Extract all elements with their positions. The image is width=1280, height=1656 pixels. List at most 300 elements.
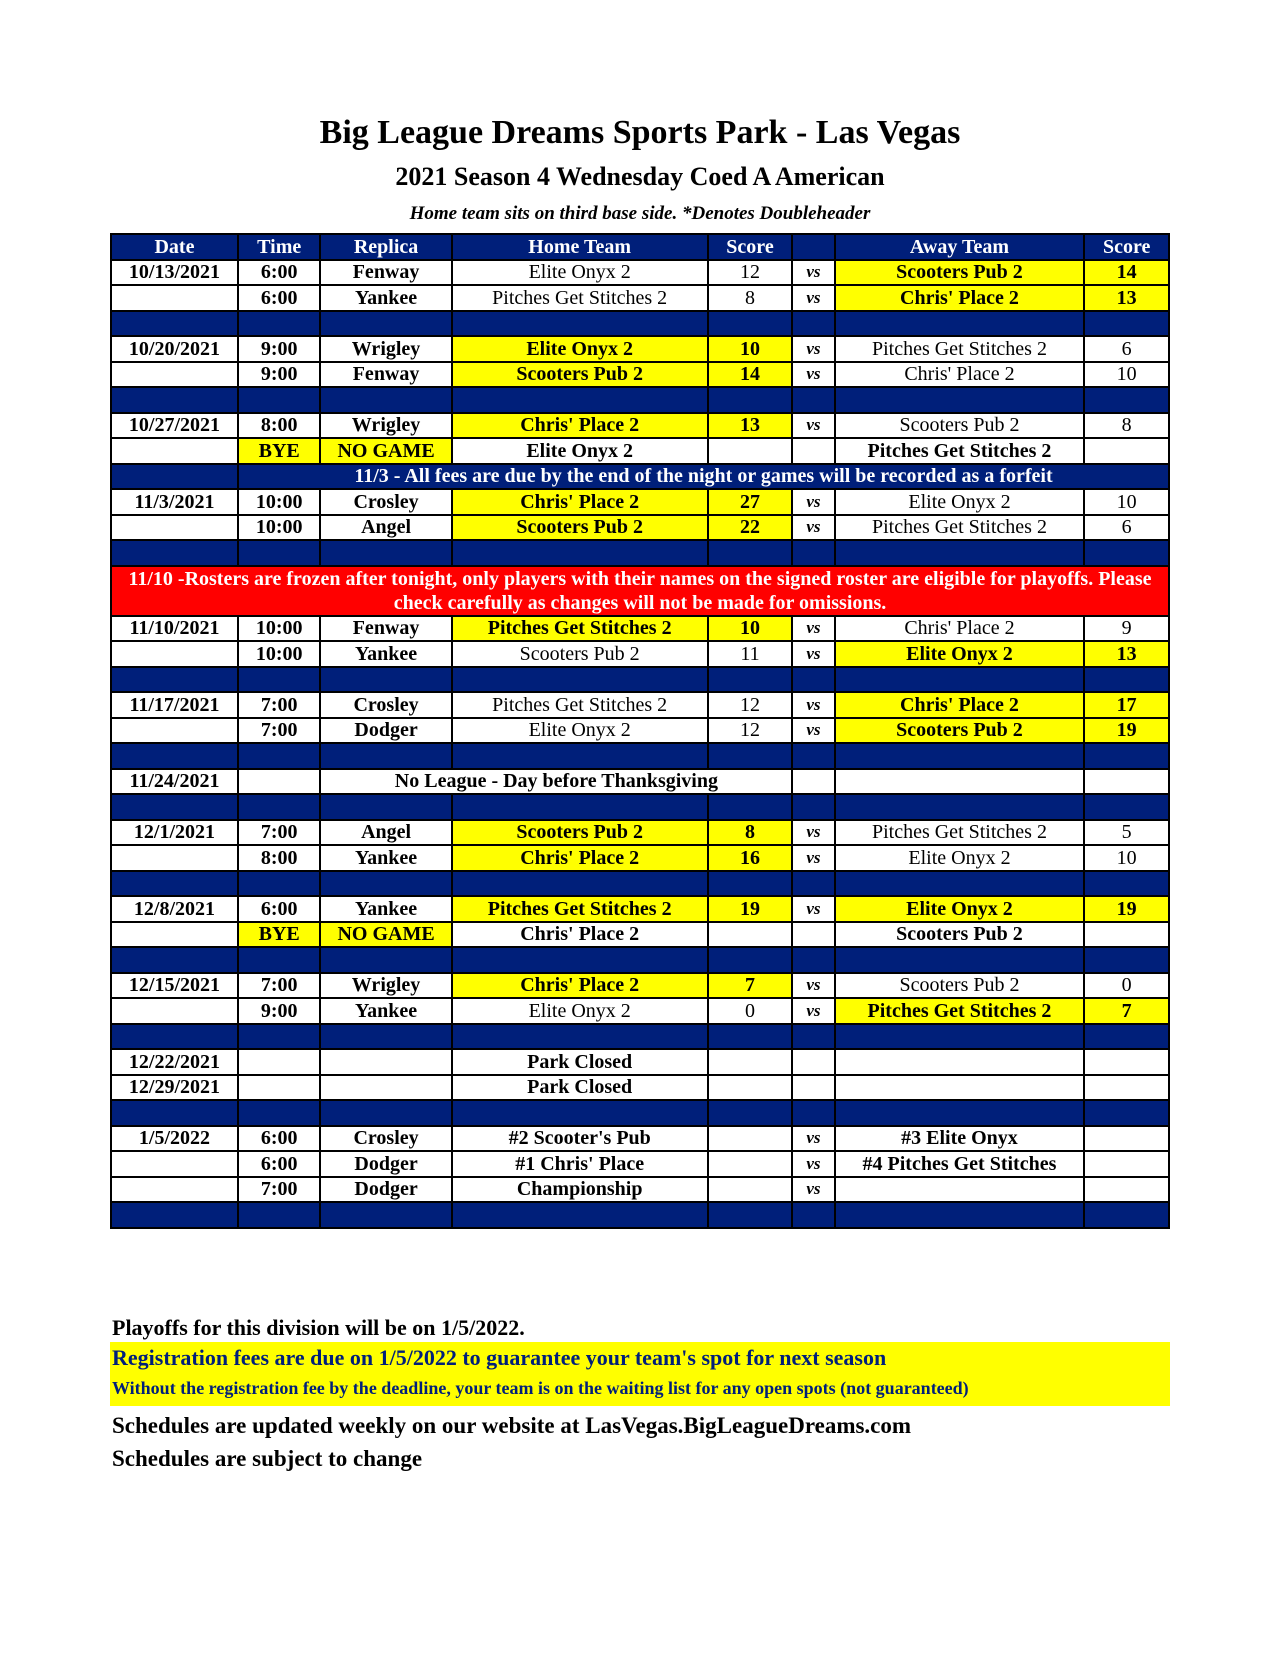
date-cell: 11/17/2021 [111,692,238,718]
col-home-score: Score [708,234,793,260]
time-cell: 8:00 [238,413,321,439]
away-team-cell: Pitches Get Stitches 2 [835,515,1085,541]
page-note: Home team sits on third base side. *Denotes Doubleheader [409,203,871,224]
separator-cell [835,871,1085,897]
schedule-body [111,260,1169,1228]
separator-row [111,871,1169,897]
home-score-cell: 27 [708,489,793,515]
home-score-cell [708,1177,793,1203]
home-score-cell: 10 [708,336,793,362]
separator-cell [1084,1024,1169,1050]
separator-cell [238,540,321,566]
away-score-cell: 6 [1084,336,1169,362]
col-date: Date [111,234,238,260]
vs-cell: vs [792,285,834,311]
separator-row [111,743,1169,769]
away-score-cell: 13 [1084,285,1169,311]
bye-row [111,438,1169,464]
home-score-cell [708,438,793,464]
home-team-cell: Scooters Pub 2 [452,362,708,388]
col-time: Time [238,234,321,260]
away-team-cell: Scooters Pub 2 [835,413,1085,439]
separator-cell [792,1100,834,1126]
game-row [111,362,1169,388]
home-score-cell: 12 [708,692,793,718]
separator-cell [708,1202,793,1228]
separator-cell [452,387,708,413]
col-home-team: Home Team [452,234,708,260]
away-team-cell: Elite Onyx 2 [835,845,1085,871]
blank-cell [1084,1075,1169,1101]
home-team-cell: Chris' Place 2 [452,413,708,439]
separator-cell [835,1100,1085,1126]
time-cell: 7:00 [238,1177,321,1203]
vs-cell [792,922,834,948]
blank-cell [792,769,834,795]
game-row [111,973,1169,999]
playoffs-note: Playoffs for this division will be on 1/5/2022. [112,1315,525,1340]
separator-cell [320,540,451,566]
away-score-cell: 10 [1084,845,1169,871]
separator-cell [452,1024,708,1050]
separator-row [111,667,1169,693]
away-team-cell: Pitches Get Stitches 2 [835,438,1085,464]
schedule-table [110,233,1170,1229]
vs-cell: vs [792,1151,834,1177]
vs-cell: vs [792,260,834,286]
home-team-cell: Championship [452,1177,708,1203]
separator-cell [1084,1202,1169,1228]
date-cell: 11/24/2021 [111,769,238,795]
replica-cell: Angel [320,820,451,846]
date-cell: 12/8/2021 [111,896,238,922]
separator-cell [111,871,238,897]
away-score-cell: 13 [1084,641,1169,667]
replica-cell: Wrigley [320,336,451,362]
home-team-cell: #1 Chris' Place [452,1151,708,1177]
away-team-cell: Pitches Get Stitches 2 [835,820,1085,846]
away-score-cell: 0 [1084,973,1169,999]
separator-cell [111,947,238,973]
vs-cell: vs [792,616,834,642]
time-cell: 6:00 [238,896,321,922]
replica-cell: Dodger [320,1151,451,1177]
separator-cell [792,311,834,337]
blank-cell [238,1049,321,1075]
vs-cell: vs [792,692,834,718]
separator-cell [111,1100,238,1126]
separator-cell [708,1024,793,1050]
away-team-cell: #4 Pitches Get Stitches [835,1151,1085,1177]
home-team-cell: Chris' Place 2 [452,489,708,515]
separator-cell [111,1202,238,1228]
away-score-cell: 10 [1084,362,1169,388]
separator-cell [320,387,451,413]
separator-cell [238,794,321,820]
separator-cell [452,540,708,566]
date-cell [111,845,238,871]
replica-cell: Yankee [320,641,451,667]
separator-cell [320,667,451,693]
separator-cell [792,947,834,973]
separator-cell [111,464,238,490]
separator-cell [792,667,834,693]
playoff-row [111,1177,1169,1203]
game-row [111,718,1169,744]
replica-cell: Fenway [320,616,451,642]
home-team-cell: Elite Onyx 2 [452,438,708,464]
separator-cell [835,540,1085,566]
separator-cell [320,1024,451,1050]
date-cell: 11/3/2021 [111,489,238,515]
home-score-cell: 10 [708,616,793,642]
date-cell [111,718,238,744]
game-row [111,641,1169,667]
away-score-cell: 8 [1084,413,1169,439]
away-team-cell: Elite Onyx 2 [835,896,1085,922]
vs-cell: vs [792,820,834,846]
separator-cell [792,743,834,769]
away-team-cell: Scooters Pub 2 [835,718,1085,744]
notice-text: 11/3 - All fees are due by the end of the night or games will be recorded as a forfeit [238,464,1169,490]
date-cell: 12/15/2021 [111,973,238,999]
home-team-cell: #2 Scooter's Pub [452,1126,708,1152]
away-score-cell: 17 [1084,692,1169,718]
away-team-cell: Scooters Pub 2 [835,260,1085,286]
away-score-cell [1084,438,1169,464]
home-team-cell: Scooters Pub 2 [452,515,708,541]
home-team-cell: Chris' Place 2 [452,845,708,871]
home-team-cell: Pitches Get Stitches 2 [452,616,708,642]
separator-cell [320,871,451,897]
website-note: Schedules are updated weekly on our website at LasVegas.BigLeagueDreams.com [112,1413,912,1438]
separator-cell [708,794,793,820]
date-cell: 10/27/2021 [111,413,238,439]
away-team-cell: Chris' Place 2 [835,692,1085,718]
blank-cell [835,1075,1085,1101]
separator-cell [238,311,321,337]
closed-row [111,1075,1169,1101]
game-row [111,692,1169,718]
vs-cell [792,438,834,464]
blank-cell [835,1049,1085,1075]
closed-row [111,1049,1169,1075]
separator-cell [835,1202,1085,1228]
home-score-cell: 13 [708,413,793,439]
away-score-cell [1084,1126,1169,1152]
time-cell: 7:00 [238,820,321,846]
separator-cell [1084,871,1169,897]
separator-cell [792,540,834,566]
game-row [111,616,1169,642]
separator-cell [452,1100,708,1126]
blank-cell [708,1049,793,1075]
game-row [111,820,1169,846]
date-cell: 12/29/2021 [111,1075,238,1101]
blank-cell [320,1049,451,1075]
replica-cell: NO GAME [320,922,451,948]
separator-cell [708,311,793,337]
replica-cell: Crosley [320,1126,451,1152]
separator-cell [708,871,793,897]
replica-cell: Crosley [320,692,451,718]
separator-cell [452,743,708,769]
separator-cell [708,667,793,693]
closed-text: Park Closed [452,1075,708,1101]
home-score-cell: 19 [708,896,793,922]
game-row [111,998,1169,1024]
vs-cell: vs [792,845,834,871]
blank-cell [238,769,321,795]
game-row [111,260,1169,286]
time-cell: BYE [238,438,321,464]
vs-cell: vs [792,515,834,541]
separator-cell [111,387,238,413]
date-cell [111,515,238,541]
home-score-cell: 16 [708,845,793,871]
away-score-cell: 5 [1084,820,1169,846]
time-cell: 9:00 [238,362,321,388]
separator-cell [238,667,321,693]
date-cell [111,285,238,311]
date-cell [111,1151,238,1177]
replica-cell: Yankee [320,896,451,922]
separator-row [111,311,1169,337]
notice-row [111,464,1169,490]
separator-cell [708,540,793,566]
away-team-cell: Elite Onyx 2 [835,641,1085,667]
separator-cell [320,311,451,337]
separator-cell [238,1100,321,1126]
date-cell [111,438,238,464]
home-team-cell: Chris' Place 2 [452,922,708,948]
blank-cell [792,1075,834,1101]
col-replica: Replica [320,234,451,260]
home-team-cell: Scooters Pub 2 [452,641,708,667]
separator-cell [320,1100,451,1126]
separator-row [111,1100,1169,1126]
vs-cell: vs [792,973,834,999]
separator-cell [111,667,238,693]
separator-cell [708,1100,793,1126]
away-score-cell: 6 [1084,515,1169,541]
time-cell: 8:00 [238,845,321,871]
home-team-cell: Elite Onyx 2 [452,336,708,362]
replica-cell: Crosley [320,489,451,515]
separator-cell [792,871,834,897]
time-cell: 7:00 [238,973,321,999]
col-away-score: Score [1084,234,1169,260]
replica-cell: Dodger [320,1177,451,1203]
separator-cell [708,387,793,413]
away-team-cell: Chris' Place 2 [835,616,1085,642]
home-score-cell [708,1126,793,1152]
away-score-cell: 10 [1084,489,1169,515]
time-cell: 10:00 [238,616,321,642]
home-score-cell: 11 [708,641,793,667]
separator-cell [1084,1100,1169,1126]
separator-cell [111,794,238,820]
separator-cell [792,387,834,413]
header-row [111,234,1169,260]
alert-text: 11/10 -Rosters are frozen after tonight, only players with their names on the signed roster are eligible for playoffs. Please check carefully as changes will not be made for omissions. [111,566,1169,616]
separator-cell [1084,311,1169,337]
separator-cell [835,947,1085,973]
vs-cell: vs [792,413,834,439]
separator-cell [1084,387,1169,413]
col-away-team: Away Team [835,234,1085,260]
separator-cell [452,794,708,820]
separator-cell [238,871,321,897]
separator-cell [111,540,238,566]
replica-cell: Yankee [320,845,451,871]
replica-cell: Yankee [320,285,451,311]
replica-cell: Dodger [320,718,451,744]
away-team-cell: Chris' Place 2 [835,362,1085,388]
blank-cell [1084,769,1169,795]
date-cell [111,641,238,667]
separator-cell [792,1202,834,1228]
home-team-cell: Elite Onyx 2 [452,260,708,286]
separator-cell [1084,667,1169,693]
blank-cell [238,1075,321,1101]
separator-cell [835,387,1085,413]
away-score-cell: 7 [1084,998,1169,1024]
game-row [111,285,1169,311]
away-team-cell: Scooters Pub 2 [835,973,1085,999]
separator-cell [452,871,708,897]
home-score-cell [708,922,793,948]
separator-cell [111,311,238,337]
blank-cell [708,1075,793,1101]
bye-row [111,922,1169,948]
home-team-cell: Pitches Get Stitches 2 [452,285,708,311]
home-team-cell: Elite Onyx 2 [452,998,708,1024]
home-score-cell: 8 [708,820,793,846]
separator-row [111,947,1169,973]
separator-row [111,387,1169,413]
message-row [111,769,1169,795]
alert-row [111,566,1169,616]
separator-cell [320,1202,451,1228]
home-team-cell: Pitches Get Stitches 2 [452,692,708,718]
replica-cell: Yankee [320,998,451,1024]
replica-cell: Angel [320,515,451,541]
separator-cell [708,947,793,973]
replica-cell: Wrigley [320,973,451,999]
home-team-cell: Elite Onyx 2 [452,718,708,744]
separator-row [111,1202,1169,1228]
vs-cell: vs [792,1126,834,1152]
time-cell: 9:00 [238,998,321,1024]
away-team-cell: #3 Elite Onyx [835,1126,1085,1152]
away-team-cell: Elite Onyx 2 [835,489,1085,515]
vs-cell: vs [792,362,834,388]
time-cell: 6:00 [238,1151,321,1177]
waiting-list-note: Without the registration fee by the deadline, your team is on the waiting list for any open spots (not guaranteed) [112,1378,969,1398]
home-score-cell: 12 [708,718,793,744]
separator-row [111,540,1169,566]
vs-cell: vs [792,336,834,362]
separator-cell [1084,947,1169,973]
vs-cell: vs [792,718,834,744]
date-cell: 12/22/2021 [111,1049,238,1075]
separator-cell [238,947,321,973]
date-cell: 11/10/2021 [111,616,238,642]
time-cell: 7:00 [238,692,321,718]
away-score-cell: 19 [1084,718,1169,744]
time-cell: 6:00 [238,285,321,311]
separator-cell [452,1202,708,1228]
vs-cell: vs [792,998,834,1024]
away-score-cell: 14 [1084,260,1169,286]
separator-cell [792,1024,834,1050]
separator-cell [452,947,708,973]
vs-cell: vs [792,1177,834,1203]
game-row [111,515,1169,541]
home-team-cell: Pitches Get Stitches 2 [452,896,708,922]
vs-cell: vs [792,641,834,667]
home-score-cell: 12 [708,260,793,286]
away-team-cell [835,1177,1085,1203]
separator-cell [238,1202,321,1228]
message-text: No League - Day before Thanksgiving [320,769,792,795]
separator-cell [1084,794,1169,820]
playoff-row [111,1151,1169,1177]
date-cell [111,922,238,948]
away-score-cell [1084,1151,1169,1177]
separator-cell [238,387,321,413]
time-cell: 9:00 [238,336,321,362]
game-row [111,896,1169,922]
home-score-cell [708,1151,793,1177]
game-row [111,336,1169,362]
game-row [111,413,1169,439]
date-cell: 10/20/2021 [111,336,238,362]
change-note: Schedules are subject to change [112,1446,423,1471]
time-cell: 7:00 [238,718,321,744]
separator-cell [835,743,1085,769]
separator-cell [452,311,708,337]
away-team-cell: Pitches Get Stitches 2 [835,998,1085,1024]
away-score-cell: 19 [1084,896,1169,922]
separator-cell [320,743,451,769]
blank-cell [835,769,1085,795]
home-score-cell: 0 [708,998,793,1024]
separator-cell [111,1024,238,1050]
game-row [111,845,1169,871]
col-vs [792,234,834,260]
time-cell: 6:00 [238,1126,321,1152]
game-row [111,489,1169,515]
date-cell: 12/1/2021 [111,820,238,846]
separator-cell [1084,540,1169,566]
replica-cell: NO GAME [320,438,451,464]
time-cell: BYE [238,922,321,948]
away-team-cell: Chris' Place 2 [835,285,1085,311]
replica-cell: Wrigley [320,413,451,439]
away-score-cell [1084,922,1169,948]
separator-cell [320,794,451,820]
separator-row [111,1024,1169,1050]
separator-cell [835,1024,1085,1050]
replica-cell: Fenway [320,362,451,388]
time-cell: 10:00 [238,515,321,541]
home-team-cell: Chris' Place 2 [452,973,708,999]
date-cell [111,1177,238,1203]
playoff-row [111,1126,1169,1152]
registration-note: Registration fees are due on 1/5/2022 to guarantee your team's spot for next season [112,1345,887,1370]
